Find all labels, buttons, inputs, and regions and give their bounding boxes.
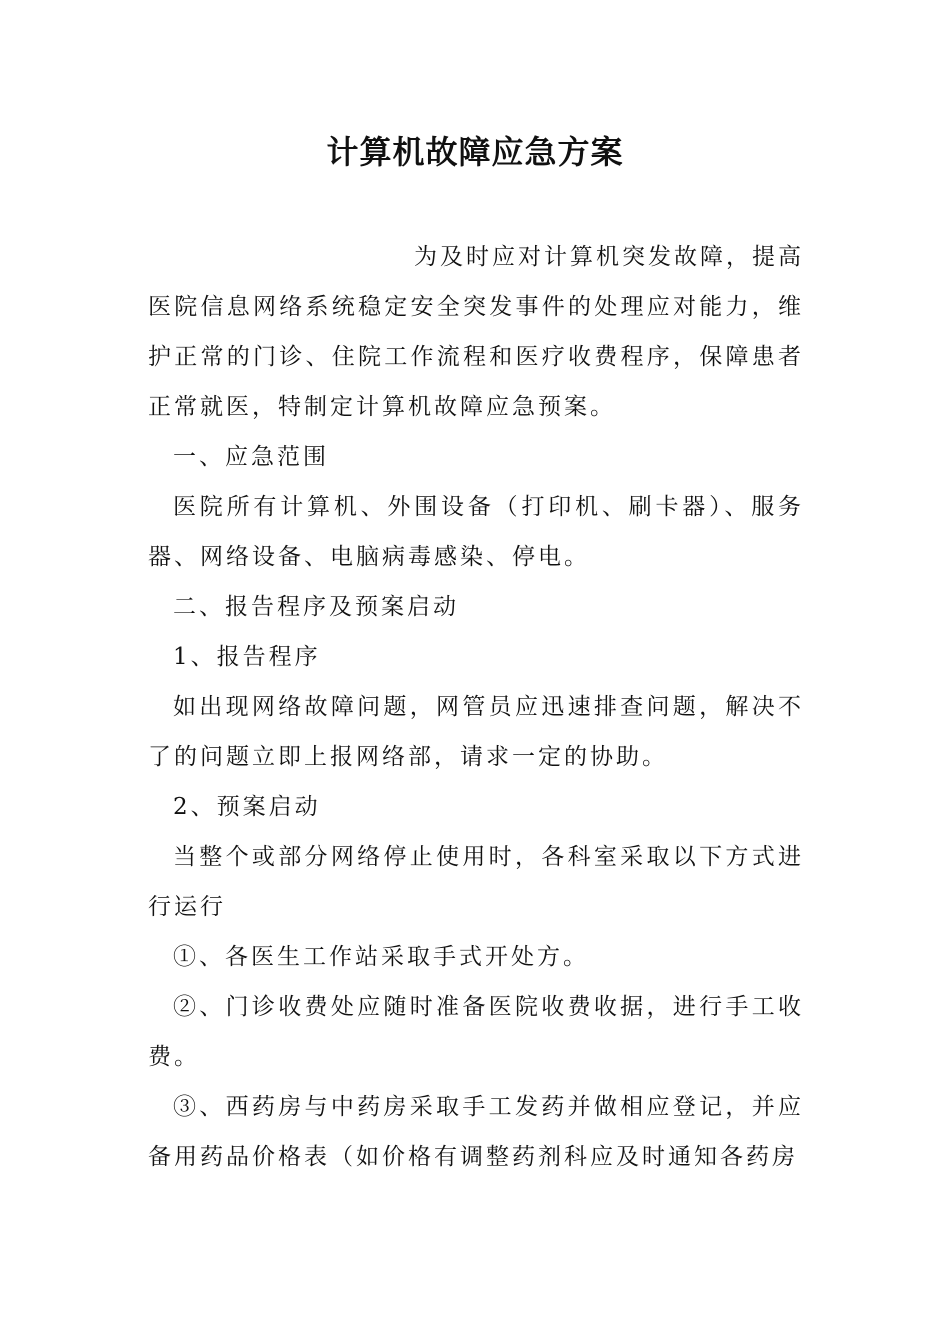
scope-paragraph: 医院所有计算机、外围设备（打印机、刷卡器）、服务器、网络设备、电脑病毒感染、停电。 [148,494,804,570]
document-title: 计算机故障应急方案 [326,133,624,171]
subheading-plan-start: 2、预案启动 [173,794,321,820]
plan-start-paragraph: 当整个或部分网络停止使用时，各科室采取以下方式进行运行 [148,844,804,920]
section-heading-scope: 一、应急范围 [173,444,329,470]
list-item: ③、西药房与中药房采取手工发药并做相应登记，并应备用药品价格表（如价格有调整药剂科应及时通知各药房 [148,1094,804,1170]
intro-paragraph: 为及时应对计算机突发故障，提高医院信息网络系统稳定安全突发事件的处理应对能力，维护正常的门诊、住院工作流程和医疗收费程序，保障患者正常就医，特制定计算机故障应急预案。 [148,244,804,420]
list-item: ②、门诊收费处应随时准备医院收费收据，进行手工收费。 [148,994,804,1070]
document-body [148,232,804,1182]
list-item: ①、各医生工作站采取手式开处方。 [173,944,589,970]
report-procedure-paragraph: 如出现网络故障问题，网管员应迅速排查问题，解决不了的问题立即上报网络部，请求一定的协助。 [148,694,804,770]
section-heading-report: 二、报告程序及预案启动 [173,594,459,620]
subheading-report-procedure: 1、报告程序 [173,644,321,670]
